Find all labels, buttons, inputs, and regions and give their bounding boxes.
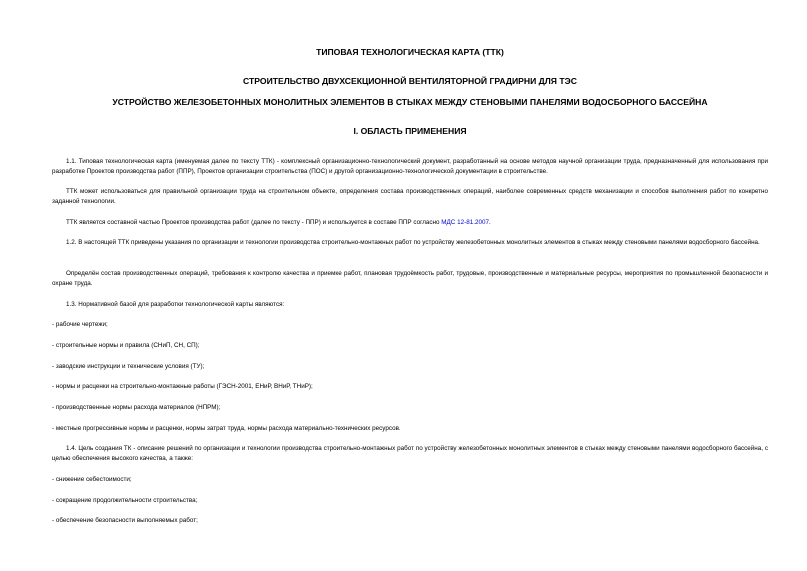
list-item-material-norms: - производственные нормы расхода материалов (НПРМ); [52, 404, 221, 411]
paragraph-usage: ТТК может использоваться для правильной организации труда на строительном объекте, определения состава производственных операций, наиболее современных средств механизации и способов выполнения работ по конкретно заданной технологии. [52, 188, 768, 205]
list-item-cost-reduction: - снижение себестоимости; [52, 476, 132, 483]
paragraph-1-1: 1.1. Типовая технологическая карта (именуемая далее по тексту ТТК) - комплексный организационно-технологический документ, разработанный на основе методов научной организации труда, предназначенный для использования при разработке Проектов производства работ (ППР), Проектов организации строительства (ПОС) и другой организационно-технологической документации в строительстве. [52, 158, 768, 175]
list-item-norms-and-rates: - нормы и расценки на строительно-монтажные работы (ГЭСН-2001, ЕНиР, ВНиР, ТНиР); [52, 383, 313, 390]
section-title: I. ОБЛАСТЬ ПРИМЕНЕНИЯ [353, 126, 467, 136]
list-item-duration-reduction: - сокращение продолжительности строительства; [52, 497, 198, 504]
list-item-working-drawings: - рабочие чертежи; [52, 321, 108, 328]
paragraph-1-4: 1.4. Цель создания ТК - описание решений по организации и технологии производства строительно-монтажных работ по устройству железобетонных монолитных элементов в стыках между стеновыми панелями водосборного бассейна, с целью обеспечения высокого качества, а также: [52, 445, 768, 462]
paragraph-part-prefix: ТТК является составной частью Проектов производства работ (далее по тексту - ППР) и используется в составе ППР согласно [66, 219, 442, 226]
document-subject: УСТРОЙСТВО ЖЕЛЕЗОБЕТОННЫХ МОНОЛИТНЫХ ЭЛЕМЕНТОВ В СТЫКАХ МЕЖДУ СТЕНОВЫМИ ПАНЕЛЯМИ ВОДОСБОРНОГО БАССЕЙНА [112, 97, 708, 107]
paragraph-1-2: 1.2. В настоящей ТТК приведены указания по организации и технологии производства строительно-монтажных работ по устройству железобетонных монолитных элементов в стыках между стеновыми панелями водосборного бассейна. [66, 239, 760, 246]
document-title: ТИПОВАЯ ТЕХНОЛОГИЧЕСКАЯ КАРТА (ТТК) [316, 47, 504, 57]
list-item-local-norms: - местные прогрессивные нормы и расценки, нормы затрат труда, нормы расхода материально-технических ресурсов. [52, 425, 401, 432]
paragraph-defined: Определён состав производственных операций, требования к контролю качества и приемке работ, плановая трудоёмкость работ, трудовые, производственные и материальные ресурсы, мероприятия по промышленной безопасности и охране труда. [52, 270, 768, 287]
mds-link[interactable]: МДС 12-81.2007 [441, 219, 489, 226]
paragraph-part-suffix: . [488, 219, 491, 226]
paragraph-1-3: 1.3. Нормативной базой для разработки технологической карты являются: [66, 301, 285, 308]
list-item-building-codes: - строительные нормы и правила (СНиП, СН, СП); [52, 342, 200, 349]
list-item-safety: - обеспечение безопасности выполняемых работ; [52, 517, 198, 524]
paragraph-part-of-ppr [52, 218, 768, 228]
list-item-factory-instructions: - заводские инструкции и технические условия (ТУ); [52, 363, 205, 370]
document-subtitle: СТРОИТЕЛЬСТВО ДВУХСЕКЦИОННОЙ ВЕНТИЛЯТОРНОЙ ГРАДИРНИ ДЛЯ ТЭС [243, 76, 577, 86]
